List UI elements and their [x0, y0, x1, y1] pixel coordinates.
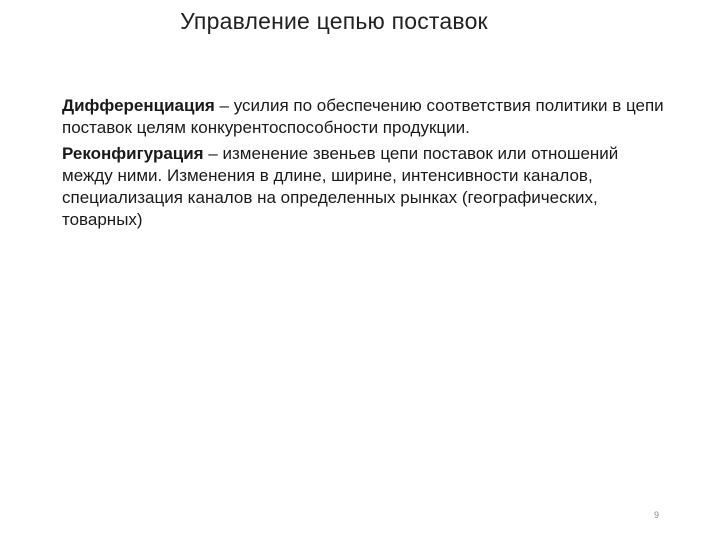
paragraph-reconfiguration — [62, 143, 672, 231]
paragraph-differentiation — [62, 95, 672, 139]
term-differentiation: Дифференциация — [62, 96, 215, 115]
slide-content — [62, 95, 672, 235]
slide-title: Управление цепью поставок — [180, 8, 488, 34]
term-reconfiguration: Реконфигурация — [62, 144, 204, 163]
definition-reconfiguration: – изменение звеньев цепи поставок или отношений между ними. Изменения в длине, ширине, интенсивности каналов, специализация каналов на определенных рынках (географических, товарных) — [62, 144, 619, 229]
definition-differentiation: – усилия по обеспечению соответствия политики в цепи поставок целям конкурентоспособности продукции. — [62, 96, 664, 137]
page-number: 9 — [654, 510, 660, 520]
